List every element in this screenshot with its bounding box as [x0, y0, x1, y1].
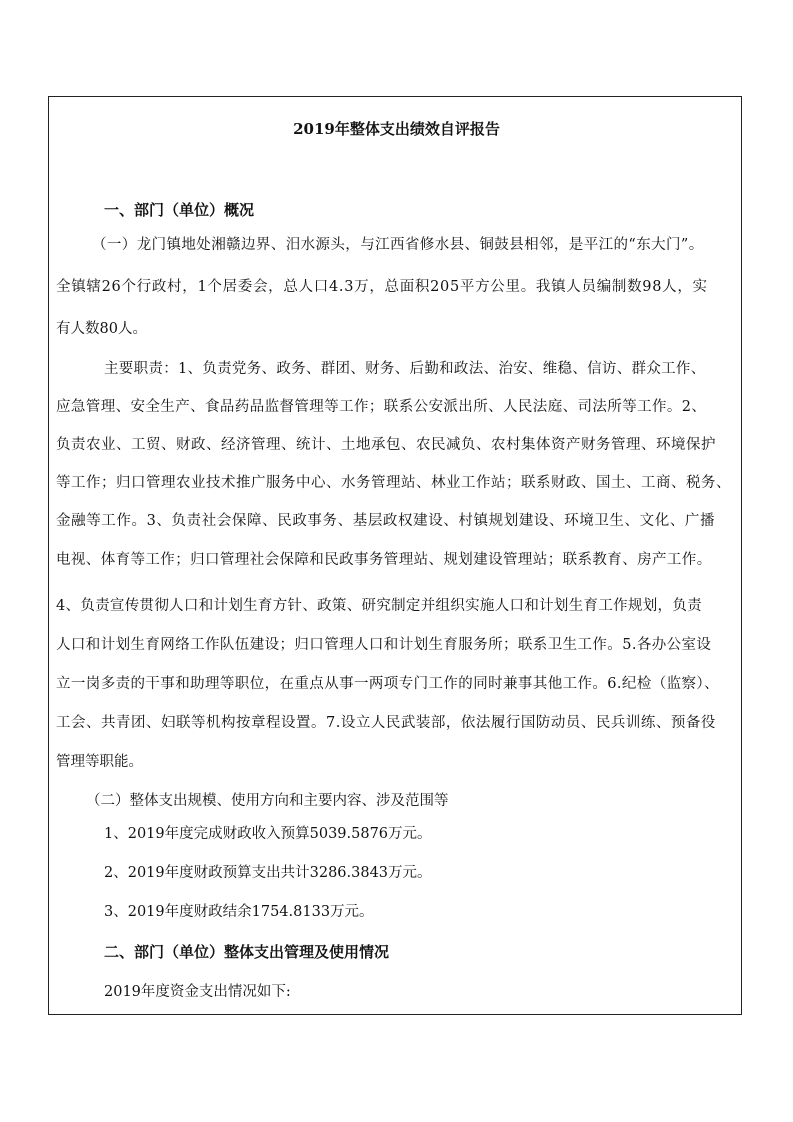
section1-subheading-2: （二）整体支出规模、使用方向和主要内容、涉及范围等	[86, 793, 449, 809]
para1-line-3: 有人数80人。	[56, 321, 147, 337]
section2-intro: 2019年度资金支出情况如下:	[104, 984, 291, 1000]
budget-expense-item: 2、2019年度财政预算支出共计3286.3843万元。	[104, 865, 432, 881]
para2-line-9: 立一岗多责的干事和助理等职位，在重点从事一两项专门工作的同时兼事其他工作。6.纪检（监察）、	[56, 676, 719, 692]
para2-line-6: 电视、体育等工作；归口管理社会保障和民政事务管理站、规划建设管理站；联系教育、房产工作。	[56, 552, 712, 568]
budget-surplus-item: 3、2019年度财政结余1754.8133万元。	[104, 904, 374, 920]
para2-line-1: 主要职责：1、负责党务、政务、群团、财务、后勤和政法、治安、维稳、信访、群众工作、	[104, 361, 706, 377]
para2-line-8: 人口和计划生育网络工作队伍建设；归口管理人口和计划生育服务所；联系卫生工作。5.各办公室设	[56, 637, 712, 653]
para2-line-11: 管理等职能。	[56, 754, 143, 770]
para2-line-3: 负责农业、工贸、财政、经济管理、统计、土地承包、农民减负、农村集体资产财务管理、环境保护	[56, 437, 716, 453]
para2-line-5: 金融等工作。3、负责社会保障、民政事务、基层政权建设、村镇规划建设、环境卫生、文化、广播	[56, 513, 716, 529]
para1-line-1: （一）龙门镇地处湘赣边界、汨水源头，与江西省修水县、铜鼓县相邻，是平江的“东大门”。	[92, 237, 704, 253]
para2-line-10: 工会、共青团、妇联等机构按章程设置。7.设立人民武装部，依法履行国防动员、民兵训练、预备役	[56, 715, 716, 731]
budget-income-item: 1、2019年度完成财政收入预算5039.5876万元。	[104, 826, 432, 842]
para1-line-2: 全镇辖26个行政村，1个居委会，总人口4.3万，总面积205平方公里。我镇人员编制数98人，实	[56, 279, 708, 295]
para2-line-7: 4、负责宣传贯彻人口和计划生育方针、政策、研究制定并组织实施人口和计划生育工作规划，负责	[56, 598, 702, 614]
section2-heading: 二、部门（单位）整体支出管理及使用情况	[104, 943, 390, 961]
para2-line-2: 应急管理、安全生产、食品药品监督管理等工作；联系公安派出所、人民法庭、司法所等工作。2、	[56, 399, 707, 415]
para2-line-4: 等工作；归口管理农业技术推广服务中心、水务管理站、林业工作站；联系财政、国土、工商、税务、	[56, 475, 731, 491]
document-title: 2019年整体支出绩效自评报告	[293, 120, 500, 138]
section1-heading: 一、部门（单位）概况	[104, 201, 255, 219]
